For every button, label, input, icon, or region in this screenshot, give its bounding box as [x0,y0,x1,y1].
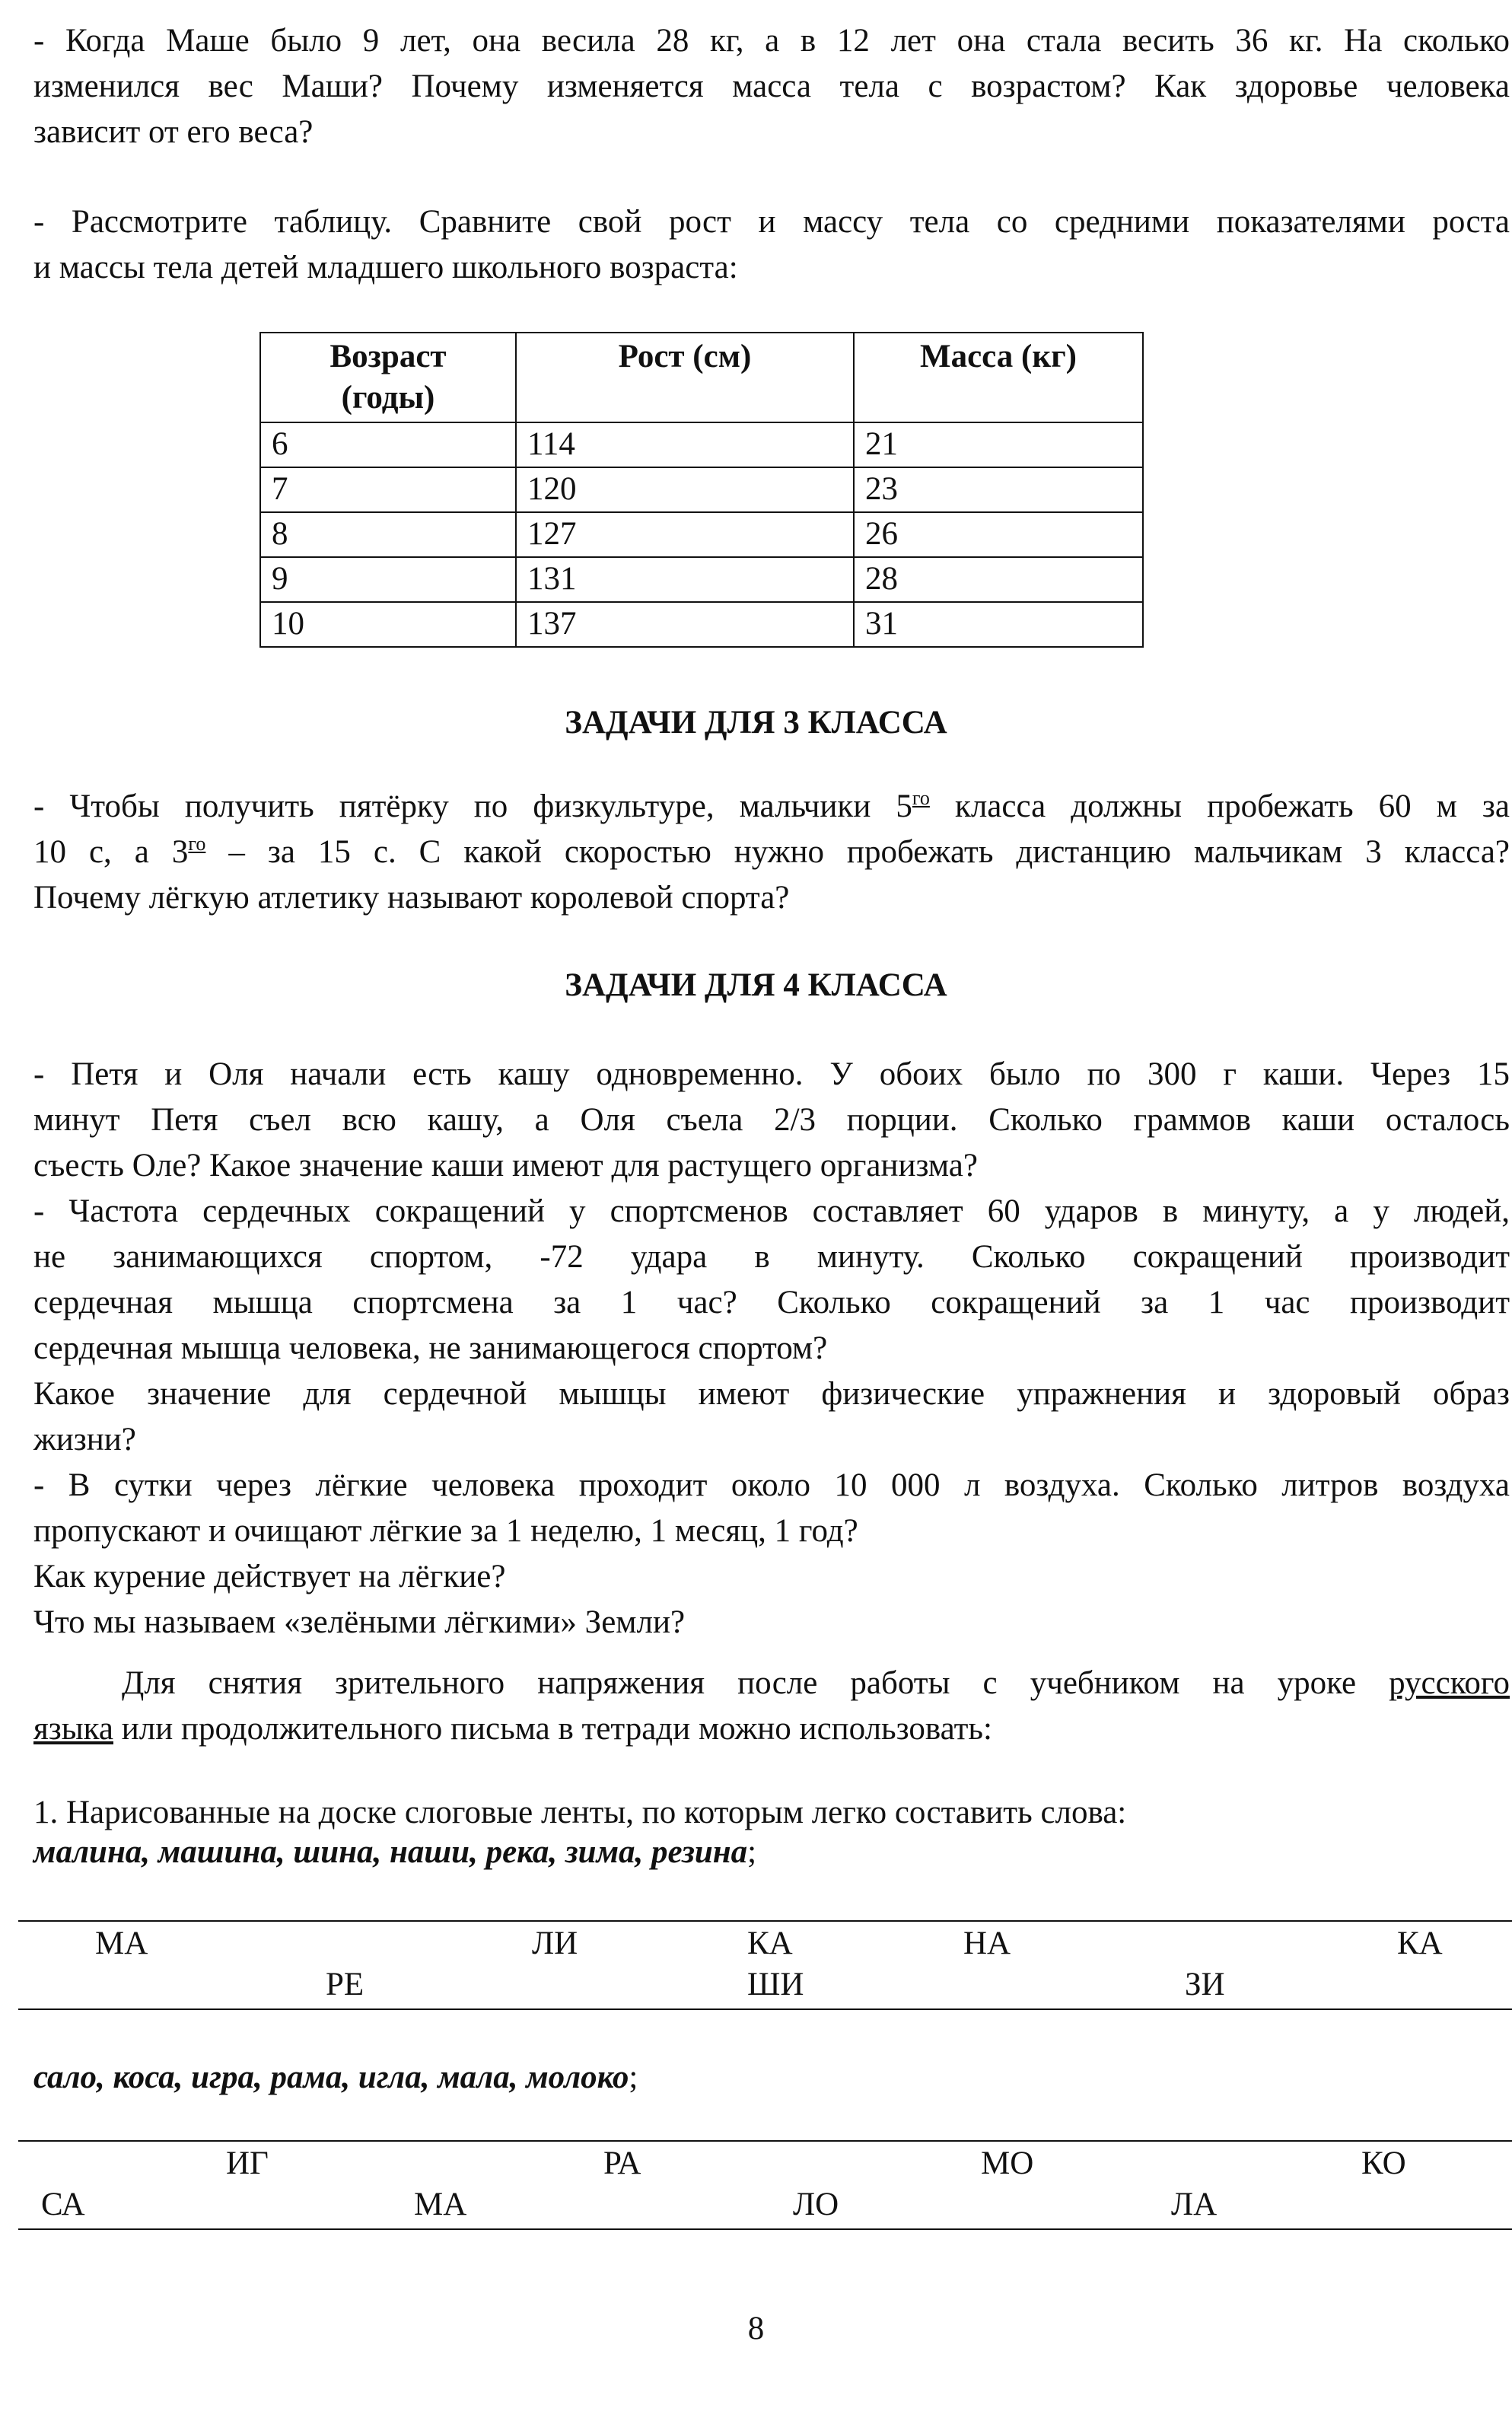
text-line: съесть Оле? Какое значение каши имеют для растущего организма? [33,1148,978,1183]
word-list: сало, коса, игра, рама, игла, мала, молоко [33,2059,629,2095]
growth-table [259,332,1144,648]
syllable: МО [981,2145,1034,2181]
text-line: - Петя и Оля начали есть кашу одновременно. У обоих было по 300 г каши. Через 15 [33,1056,1510,1092]
grade4-heading: ЗАДАЧИ ДЛЯ 4 КЛАССА [565,967,947,1003]
cell-age: 9 [260,557,516,602]
syllable: МА [414,2187,467,2222]
cell-age: 8 [260,512,516,557]
cell-mass: 21 [854,422,1143,467]
syllable-strip-2 [18,2140,1512,2235]
syllable: КО [1361,2145,1406,2181]
separator: ; [747,1834,757,1870]
text-line [33,830,1510,875]
underlined-word: языка [33,1711,113,1747]
header-height: Рост (см) [516,333,854,422]
text-line: жизни? [33,1422,136,1457]
exercise-item-1 [33,1793,1510,1872]
page-number: 8 [747,2311,765,2346]
ordinal-suffix: го [912,787,930,809]
syllable: ЛО [793,2187,839,2222]
syllable: ИГ [226,2145,269,2181]
header-age [260,333,516,422]
text-segment: – за 15 с. С какой скоростью нужно пробежать дистанцию мальчикам 3 класса? [205,834,1510,870]
cell-mass: 28 [854,557,1143,602]
masha-paragraph [33,18,1510,155]
text-line: пропускают и очищают лёгкие за 1 неделю, 1 месяц, 1 год? [33,1513,858,1549]
text-line: Что мы называем «зелёными лёгкими» Земли? [33,1604,686,1640]
word-list: малина, машина, шина, наши, река, зима, резина [33,1834,748,1870]
cell-height: 127 [516,512,854,557]
table-row [260,467,1143,512]
syllable: ЗИ [1185,1967,1225,2002]
text-line: изменился вес Маши? Почему изменяется масса тела с возрастом? Как здоровье человека [33,68,1510,104]
text-segment: 10 с, а 3 [33,834,189,870]
text-line: Какое значение для сердечной мышцы имеют физические упражнения и здоровый образ [33,1376,1510,1412]
cell-age: 6 [260,422,516,467]
grade4-paragraph [33,1052,1510,1645]
cell-age: 7 [260,467,516,512]
text-line: - В сутки через лёгкие человека проходит около 10 000 л воздуха. Сколько литров воздуха [33,1467,1510,1503]
cell-height: 120 [516,467,854,512]
cell-mass: 23 [854,467,1143,512]
header-age-line1: Возраст [329,339,447,374]
separator: ; [629,2059,638,2095]
vision-paragraph [33,1661,1510,1752]
cell-mass: 31 [854,602,1143,647]
syllable: РА [603,2145,641,2181]
strip-bottom-rule [18,2008,1512,2010]
cell-height: 137 [516,602,854,647]
text-line: Почему лёгкую атлетику называют королевой спорта? [33,880,790,916]
text-line: - Когда Маше было 9 лет, она весила 28 кг, а в 12 лет она стала весить 36 кг. На сколько [33,23,1510,59]
table-row [260,557,1143,602]
text-line: не занимающихся спортом, -72 удара в минуту. Сколько сокращений производит [33,1239,1510,1275]
text-line [33,2055,1510,2101]
ordinal-suffix: го [188,833,206,855]
table-row [260,422,1143,467]
syllable: КА [1397,1926,1443,1961]
strip-top-rule [18,2140,1512,2142]
underlined-word: русского [1389,1665,1510,1701]
cell-height: 131 [516,557,854,602]
syllable: КА [747,1926,793,1961]
text-segment: класса должны пробежать 60 м за [929,788,1510,824]
text-line: сердечная мышца спортсмена за 1 час? Сколько сокращений за 1 час производит [33,1285,1510,1320]
text-line: и массы тела детей младшего школьного возраста: [33,250,738,285]
text-line: сердечная мышца человека, не занимающегося спортом? [33,1330,828,1366]
strip-top-rule [18,1920,1512,1922]
syllable-strip-1 [18,1920,1512,2015]
syllable: НА [963,1926,1011,1961]
text-line [33,1706,1510,1752]
table-header-row [260,333,1143,422]
syllable: РЕ [326,1967,364,2002]
syllable: ШИ [747,1967,804,2002]
text-segment: - Чтобы получить пятёрку по физкультуре, мальчики 5 [33,788,912,824]
syllable: МА [95,1926,148,1961]
text-line [33,1661,1510,1706]
header-mass: Масса (кг) [854,333,1143,422]
grade3-heading: ЗАДАЧИ ДЛЯ 3 КЛАССА [565,705,947,741]
cell-height: 114 [516,422,854,467]
cell-age: 10 [260,602,516,647]
text-line: - Рассмотрите таблицу. Сравните свой рост и массу тела со средними показателями роста [33,204,1510,240]
cell-mass: 26 [854,512,1143,557]
exercise-words-2 [33,2055,1510,2101]
text-line: Как курение действует на лёгкие? [33,1559,506,1594]
syllable: СА [41,2187,85,2222]
text-line: - Частота сердечных сокращений у спортсменов составляет 60 ударов в минуту, а у людей, [33,1193,1510,1229]
text-line: 1. Нарисованные на доске слоговые ленты, по которым легко составить слова: [33,1795,1127,1830]
table-row [260,512,1143,557]
text-segment: или продолжительного письма в тетради можно использовать: [113,1711,992,1747]
grade3-paragraph [33,784,1510,921]
text-line: зависит от его веса? [33,114,314,150]
strip-bottom-rule [18,2228,1512,2230]
text-line [33,784,1510,830]
text-line [33,1833,1510,1872]
syllable: ЛА [1171,2187,1218,2222]
header-age-line2: (годы) [341,380,435,416]
text-line: минут Петя съел всю кашу, а Оля съела 2/3 порции. Сколько граммов каши осталось [33,1102,1510,1138]
table-row [260,602,1143,647]
table-prompt-paragraph [33,199,1510,291]
syllable: ЛИ [532,1926,578,1961]
text-segment: Для снятия зрительного напряжения после работы с учебником на уроке [122,1665,1389,1701]
